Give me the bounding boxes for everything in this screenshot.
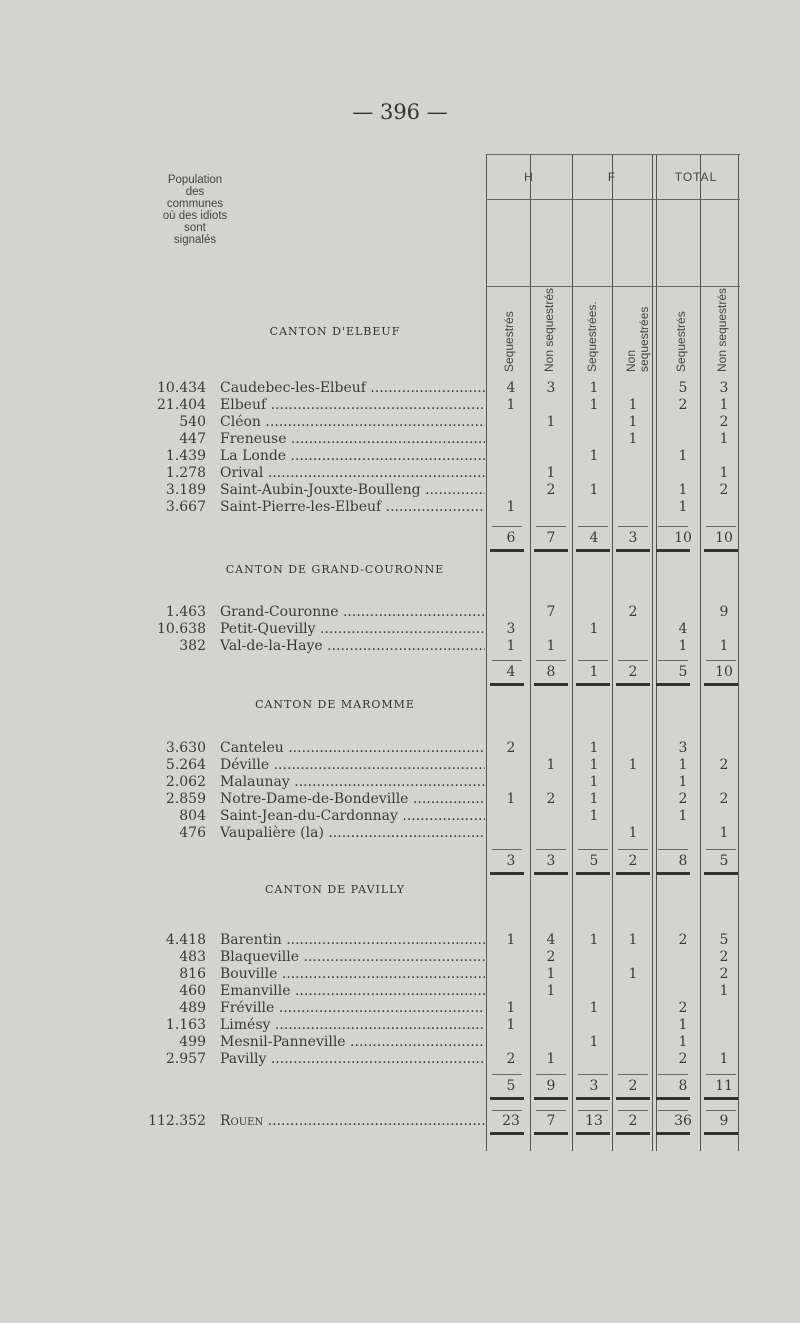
double-rule <box>490 1097 524 1100</box>
commune-population: 816 <box>179 966 206 982</box>
subtotal-value: 3 <box>546 853 556 869</box>
cell-value: 1 <box>719 431 729 447</box>
subcolumn-header: Sequestrés <box>502 311 516 372</box>
header-bottom-rule <box>486 286 740 287</box>
double-rule <box>576 872 610 875</box>
population-header <box>140 174 250 246</box>
commune-name: Déville ..... <box>220 757 485 774</box>
cell-value: 1 <box>628 757 638 773</box>
commune-name: Cléon ..... <box>220 414 485 431</box>
cell-value: 1 <box>546 414 556 430</box>
cell-value: 2 <box>719 949 729 965</box>
cell-value: 2 <box>506 740 516 756</box>
cell-value: 1 <box>719 825 729 841</box>
rouen-value: 36 <box>674 1113 692 1129</box>
commune-name: Barentin ..... <box>220 932 485 949</box>
subtotal-rule <box>536 660 566 661</box>
rouen-rule <box>536 1110 566 1111</box>
commune-name: Fréville ..... <box>220 1000 485 1017</box>
cell-value: 2 <box>719 757 729 773</box>
subtotal-value: 8 <box>678 853 688 869</box>
commune-population: 10.638 <box>157 621 206 637</box>
population-header-line: où des idiots <box>162 210 228 222</box>
double-rule <box>534 872 568 875</box>
header-group-rule <box>486 199 740 200</box>
double-rule <box>490 549 524 552</box>
double-rule <box>534 683 568 686</box>
cell-value: 1 <box>546 757 556 773</box>
subtotal-rule <box>492 526 522 527</box>
commune-name: Grand-Couronne ..... <box>220 604 485 621</box>
subtotal-rule <box>492 1074 522 1075</box>
cell-value: 2 <box>546 791 556 807</box>
cell-value: 2 <box>546 949 556 965</box>
cell-value: 2 <box>678 1051 688 1067</box>
double-rule <box>576 1132 610 1135</box>
commune-name: La Londe ..... <box>220 448 485 465</box>
cell-value: 1 <box>506 1000 516 1016</box>
double-rule <box>490 872 524 875</box>
column-rule <box>700 155 701 1151</box>
commune-population: 2.957 <box>165 1051 206 1067</box>
rouen-value: 9 <box>719 1113 729 1129</box>
subtotal-value: 2 <box>628 1078 638 1094</box>
cell-value: 1 <box>546 966 556 982</box>
rouen-name: Rouen ..... <box>220 1113 485 1130</box>
cell-value: 3 <box>719 380 729 396</box>
commune-name: Saint-Pierre-les-Elbeuf ..... <box>220 499 485 516</box>
commune-population: 2.859 <box>165 791 206 807</box>
subtotal-rule <box>578 1074 608 1075</box>
cell-value: 1 <box>628 414 638 430</box>
cell-value: 2 <box>719 414 729 430</box>
cell-value: 4 <box>546 932 556 948</box>
subtotal-rule <box>658 1074 688 1075</box>
rouen-rule <box>578 1110 608 1111</box>
commune-population: 483 <box>179 949 206 965</box>
commune-population: 3.189 <box>165 482 206 498</box>
subtotal-rule <box>536 1074 566 1075</box>
double-rule <box>534 1132 568 1135</box>
cell-value: 1 <box>719 397 729 413</box>
column-rule <box>656 155 657 1151</box>
subtotal-value: 5 <box>678 664 688 680</box>
subtotal-value: 1 <box>589 664 599 680</box>
cell-value: 1 <box>589 397 599 413</box>
cell-value: 1 <box>589 740 599 756</box>
rouen-value: 23 <box>502 1113 520 1129</box>
cell-value: 3 <box>678 740 688 756</box>
cell-value: 1 <box>589 791 599 807</box>
group-header-h: H <box>524 170 534 184</box>
commune-population: 540 <box>179 414 206 430</box>
subtotal-value: 10 <box>715 530 733 546</box>
rouen-rule <box>706 1110 736 1111</box>
subtotal-value: 5 <box>719 853 729 869</box>
double-rule <box>656 549 690 552</box>
cell-value: 1 <box>589 621 599 637</box>
cell-value: 1 <box>589 808 599 824</box>
commune-name: Pavilly ..... <box>220 1051 485 1068</box>
cell-value: 1 <box>628 825 638 841</box>
commune-population: 2.062 <box>165 774 206 790</box>
commune-population: 1.163 <box>165 1017 206 1033</box>
subtotal-value: 4 <box>506 664 516 680</box>
commune-population: 21.404 <box>157 397 206 413</box>
cell-value: 1 <box>589 448 599 464</box>
commune-population: 499 <box>179 1034 206 1050</box>
cell-value: 2 <box>719 482 729 498</box>
double-rule <box>534 549 568 552</box>
cell-value: 1 <box>589 774 599 790</box>
column-rule <box>486 155 487 1151</box>
subtotal-value: 8 <box>678 1078 688 1094</box>
double-rule <box>490 1132 524 1135</box>
rouen-rule <box>492 1110 522 1111</box>
cell-value: 2 <box>506 1051 516 1067</box>
population-header-line: des <box>185 186 205 198</box>
subtotal-value: 8 <box>546 664 556 680</box>
commune-name: Petit-Quevilly ..... <box>220 621 485 638</box>
subtotal-value: 5 <box>506 1078 516 1094</box>
cell-value: 1 <box>506 499 516 515</box>
cell-value: 1 <box>506 791 516 807</box>
cell-value: 1 <box>678 1034 688 1050</box>
double-rule <box>656 1132 690 1135</box>
cell-value: 9 <box>719 604 729 620</box>
double-rule <box>656 683 690 686</box>
commune-name: Emanville ..... <box>220 983 485 1000</box>
population-header-line: communes <box>166 198 224 210</box>
double-rule <box>616 683 650 686</box>
subtotal-rule <box>492 849 522 850</box>
group-header-total: TOTAL <box>674 170 718 184</box>
subtotal-value: 9 <box>546 1078 556 1094</box>
cell-value: 3 <box>506 621 516 637</box>
cell-value: 3 <box>546 380 556 396</box>
commune-name: Blaqueville ..... <box>220 949 485 966</box>
double-rule <box>704 1132 738 1135</box>
cell-value: 1 <box>678 482 688 498</box>
commune-population: 5.264 <box>165 757 206 773</box>
canton-title: CANTON DE GRAND-COURONNE <box>225 563 445 576</box>
cell-value: 1 <box>546 638 556 654</box>
commune-population: 382 <box>179 638 206 654</box>
commune-population: 3.667 <box>165 499 206 515</box>
subtotal-rule <box>706 1074 736 1075</box>
subtotal-value: 2 <box>628 664 638 680</box>
commune-name: Mesnil-Panneville ..... <box>220 1034 485 1051</box>
cell-value: 1 <box>678 448 688 464</box>
rouen-rule <box>618 1110 648 1111</box>
subtotal-rule <box>536 526 566 527</box>
commune-population: 476 <box>179 825 206 841</box>
commune-name: Caudebec-les-Elbeuf ..... <box>220 380 485 397</box>
cell-value: 1 <box>628 431 638 447</box>
cell-value: 1 <box>589 1034 599 1050</box>
column-rule <box>612 155 613 1151</box>
subtotal-rule <box>706 849 736 850</box>
commune-population: 804 <box>179 808 206 824</box>
group-header-f: F <box>607 170 617 184</box>
cell-value: 1 <box>719 983 729 999</box>
column-rule <box>572 155 573 1151</box>
cell-value: 2 <box>719 966 729 982</box>
cell-value: 1 <box>678 499 688 515</box>
double-rule <box>576 683 610 686</box>
cell-value: 2 <box>678 791 688 807</box>
double-rule <box>616 1132 650 1135</box>
cell-value: 2 <box>678 932 688 948</box>
subtotal-rule <box>578 526 608 527</box>
rouen-value: 13 <box>585 1113 603 1129</box>
subcolumn-header: Sequestrés <box>674 311 688 372</box>
subtotal-rule <box>536 849 566 850</box>
cell-value: 5 <box>678 380 688 396</box>
cell-value: 4 <box>506 380 516 396</box>
cell-value: 1 <box>628 397 638 413</box>
cell-value: 2 <box>719 791 729 807</box>
cell-value: 1 <box>506 1017 516 1033</box>
population-header-line: sont <box>184 222 206 234</box>
commune-population: 1.278 <box>165 465 206 481</box>
commune-population: 1.463 <box>165 604 206 620</box>
subtotal-rule <box>658 849 688 850</box>
cell-value: 1 <box>678 774 688 790</box>
double-rule <box>704 549 738 552</box>
cell-value: 1 <box>589 482 599 498</box>
subtotal-value: 11 <box>715 1078 733 1094</box>
commune-name: Canteleu ..... <box>220 740 485 757</box>
header-top-rule <box>486 154 740 155</box>
commune-population: 1.439 <box>165 448 206 464</box>
subcolumn-header: Non sequestrés <box>715 287 729 372</box>
double-rule <box>616 1097 650 1100</box>
subtotal-rule <box>618 849 648 850</box>
subtotal-rule <box>492 660 522 661</box>
cell-value: 7 <box>546 604 556 620</box>
cell-value: 2 <box>628 604 638 620</box>
cell-value: 5 <box>719 932 729 948</box>
cell-value: 1 <box>678 757 688 773</box>
commune-name: Vaupalière (la) ..... <box>220 825 485 842</box>
cell-value: 1 <box>719 638 729 654</box>
commune-population: 447 <box>179 431 206 447</box>
commune-name: Limésy ..... <box>220 1017 485 1034</box>
subtotal-value: 4 <box>589 530 599 546</box>
double-rule <box>616 872 650 875</box>
column-rule <box>652 155 653 1151</box>
rouen-population: 112.352 <box>148 1113 206 1129</box>
cell-value: 1 <box>506 397 516 413</box>
subcolumn-header: Non sequestrées <box>624 306 651 372</box>
population-header-line: Population <box>167 174 223 186</box>
commune-name: Bouville ..... <box>220 966 485 983</box>
subtotal-rule <box>578 660 608 661</box>
cell-value: 1 <box>628 932 638 948</box>
double-rule <box>656 1097 690 1100</box>
cell-value: 2 <box>678 1000 688 1016</box>
cell-value: 1 <box>546 1051 556 1067</box>
commune-population: 489 <box>179 1000 206 1016</box>
commune-name: Elbeuf ..... <box>220 397 485 414</box>
commune-population: 10.434 <box>157 380 206 396</box>
subtotal-value: 7 <box>546 530 556 546</box>
cell-value: 2 <box>546 482 556 498</box>
subtotal-value: 3 <box>628 530 638 546</box>
cell-value: 2 <box>678 397 688 413</box>
cell-value: 1 <box>678 808 688 824</box>
subtotal-value: 10 <box>674 530 692 546</box>
subtotal-value: 5 <box>589 853 599 869</box>
subtotal-rule <box>658 526 688 527</box>
commune-name: Val-de-la-Haye ..... <box>220 638 485 655</box>
commune-name: Notre-Dame-de-Bondeville ..... <box>220 791 485 808</box>
canton-title: CANTON D'ELBEUF <box>269 325 401 338</box>
double-rule <box>656 872 690 875</box>
cell-value: 1 <box>546 983 556 999</box>
commune-population: 4.418 <box>165 932 206 948</box>
double-rule <box>534 1097 568 1100</box>
cell-value: 1 <box>589 757 599 773</box>
subcolumn-header: Non sequestrés <box>542 287 556 372</box>
commune-name: Saint-Jean-du-Cardonnay ..... <box>220 808 485 825</box>
cell-value: 1 <box>589 932 599 948</box>
subtotal-rule <box>706 526 736 527</box>
cell-value: 1 <box>678 1017 688 1033</box>
subtotal-rule <box>618 526 648 527</box>
column-rule <box>530 155 531 1151</box>
subtotal-value: 10 <box>715 664 733 680</box>
cell-value: 4 <box>678 621 688 637</box>
double-rule <box>704 872 738 875</box>
subtotal-value: 2 <box>628 853 638 869</box>
double-rule <box>616 549 650 552</box>
subtotal-rule <box>578 849 608 850</box>
commune-name: Saint-Aubin-Jouxte-Boulleng ..... <box>220 482 485 499</box>
double-rule <box>704 1097 738 1100</box>
double-rule <box>576 1097 610 1100</box>
rouen-rule <box>658 1110 688 1111</box>
cell-value: 1 <box>719 1051 729 1067</box>
rouen-value: 2 <box>628 1113 638 1129</box>
cell-value: 1 <box>506 638 516 654</box>
cell-value: 1 <box>506 932 516 948</box>
commune-population: 460 <box>179 983 206 999</box>
cell-value: 1 <box>628 966 638 982</box>
commune-name: Orival ..... <box>220 465 485 482</box>
cell-value: 1 <box>678 638 688 654</box>
cell-value: 1 <box>719 465 729 481</box>
canton-title: CANTON DE PAVILLY <box>264 883 406 896</box>
subtotal-rule <box>618 660 648 661</box>
subtotal-value: 3 <box>506 853 516 869</box>
subtotal-rule <box>658 660 688 661</box>
commune-population: 3.630 <box>165 740 206 756</box>
rouen-value: 7 <box>546 1113 556 1129</box>
subtotal-rule <box>618 1074 648 1075</box>
subtotal-value: 6 <box>506 530 516 546</box>
subcolumn-header: Sequestrées. <box>585 301 599 372</box>
double-rule <box>490 683 524 686</box>
commune-name: Malaunay ..... <box>220 774 485 791</box>
population-header-line: signalés <box>173 234 217 246</box>
double-rule <box>704 683 738 686</box>
page-number: — 396 — <box>352 100 448 124</box>
double-rule <box>576 549 610 552</box>
cell-value: 1 <box>589 1000 599 1016</box>
subtotal-rule <box>706 660 736 661</box>
cell-value: 1 <box>546 465 556 481</box>
commune-name: Freneuse ..... <box>220 431 485 448</box>
canton-title: CANTON DE MAROMME <box>255 698 415 711</box>
cell-value: 1 <box>589 380 599 396</box>
subtotal-value: 3 <box>589 1078 599 1094</box>
